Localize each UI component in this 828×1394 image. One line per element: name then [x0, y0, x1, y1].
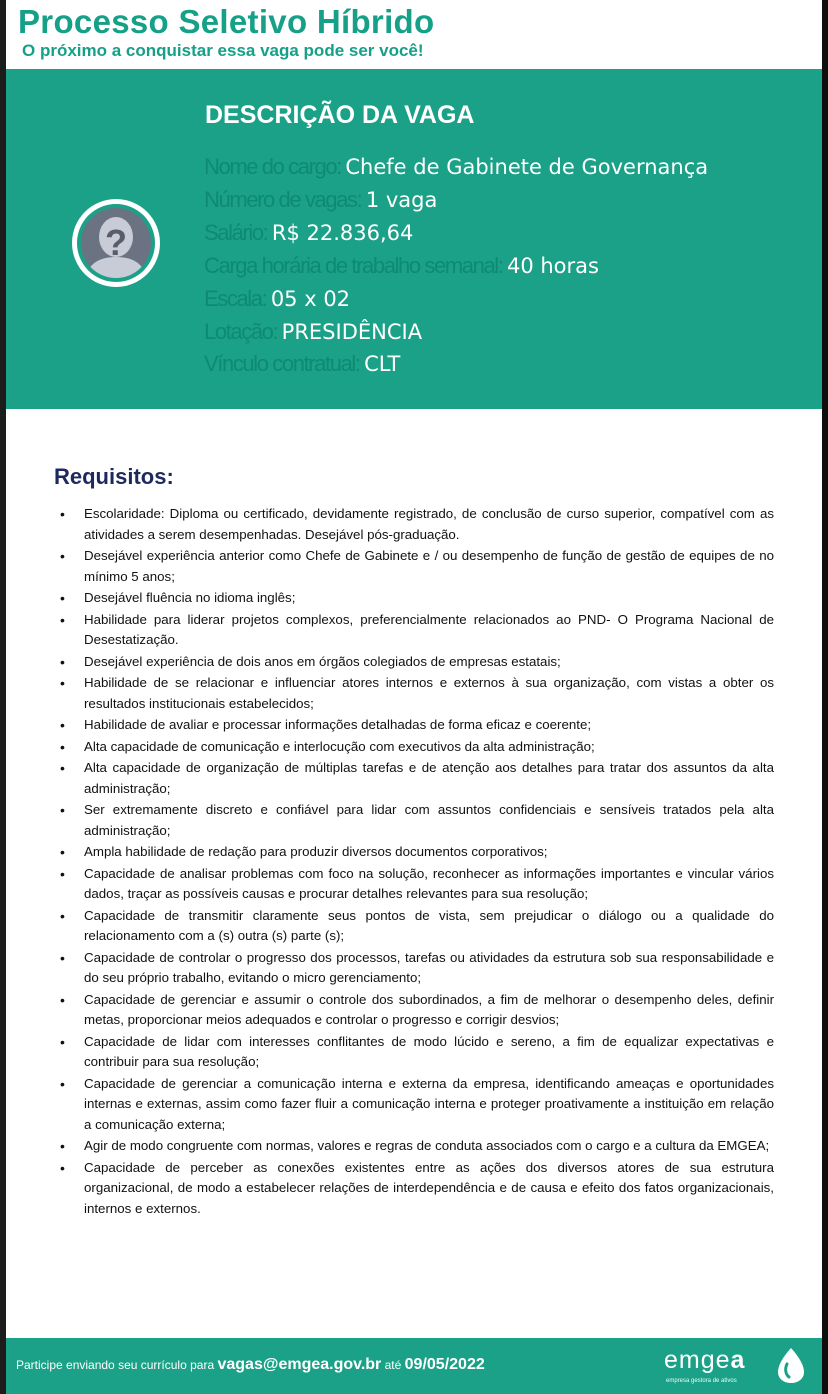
- list-item: • Capacidade de transmitir claramente seus pontos de vista, sem prejudicar o diálogo ou a qualidade do relacionamento com a (s) outra (s) parte (s);: [60, 906, 774, 947]
- requirements-list: [60, 504, 774, 1220]
- field-job-title: [204, 152, 708, 185]
- deadline-date: 09/05/2022: [404, 1356, 485, 1373]
- field-value: 1 vaga: [365, 188, 438, 212]
- field-value: 40 horas: [506, 254, 599, 278]
- list-item: • Desejável fluência no idioma inglês;: [60, 588, 774, 609]
- field-label: Carga horária de trabalho semanal:: [204, 253, 503, 278]
- job-posting-page: [6, 0, 822, 1394]
- list-item: • Desejável experiência anterior como Chefe de Gabinete e / ou desempenho de função de gestão de equipes de no mínimo 5 anos;: [60, 546, 774, 587]
- logo-wordmark: emgea: [664, 1346, 746, 1374]
- field-vacancies: [204, 185, 437, 218]
- list-item: • Capacidade de lidar com interesses conflitantes de modo lúcido e sereno, a fim de equalizar expectativas e contribuir para sua resolução;: [60, 1032, 774, 1073]
- job-description-band: [6, 69, 822, 409]
- field-value: CLT: [364, 352, 401, 376]
- field-schedule: [204, 284, 350, 317]
- list-item: • Capacidade de gerenciar e assumir o controle dos subordinados, a fim de melhorar o desempenho deles, definir metas, proporcionar meios adequados e controlar o progresso e corrigir desvios;: [60, 990, 774, 1031]
- field-label: Vínculo contratual:: [204, 351, 360, 376]
- footer-until: até: [384, 1358, 402, 1372]
- field-value: PRESIDÊNCIA: [281, 320, 423, 344]
- field-label: Lotação:: [204, 319, 278, 344]
- field-value: R$ 22.836,64: [271, 221, 414, 245]
- logo-tagline: empresa gestora de ativos: [666, 1378, 737, 1384]
- footer-cta: [16, 1356, 485, 1374]
- field-label: Nome do cargo:: [204, 154, 341, 179]
- page-title: Processo Seletivo Híbrido: [18, 3, 435, 40]
- list-item: • Alta capacidade de comunicação e interlocução com executivos da alta administração;: [60, 737, 774, 758]
- field-value: 05 x 02: [270, 287, 351, 311]
- question-person-icon: [70, 197, 162, 289]
- emgea-drop-logo-icon: [776, 1346, 806, 1384]
- field-label: Número de vagas:: [204, 187, 362, 212]
- job-description-heading: DESCRIÇÃO DA VAGA: [205, 101, 475, 129]
- list-item: • Agir de modo congruente com normas, valores e regras de conduta associados com o cargo e a cultura da EMGEA;: [60, 1136, 774, 1157]
- footer-prefix: Participe enviando seu currículo para: [16, 1358, 215, 1372]
- field-weekly-hours: [204, 251, 599, 284]
- list-item: • Alta capacidade de organização de múltiplas tarefas e de atenção aos detalhes para tratar dos assuntos da alta administração;: [60, 758, 774, 799]
- field-label: Escala:: [204, 286, 267, 311]
- list-item: • Ampla habilidade de redação para produzir diversos documentos corporativos;: [60, 842, 774, 863]
- svg-text:?: ?: [105, 222, 127, 263]
- list-item: • Capacidade de perceber as conexões existentes entre as ações dos diversos atores de sua estrutura organizacional, de modo a estabelecer relações de interdependência e de causa e efeito dos fatos organizacionais, internos e externos.: [60, 1158, 774, 1220]
- email-link[interactable]: vagas@emgea.gov.br: [217, 1356, 382, 1373]
- list-item: • Desejável experiência de dois anos em órgãos colegiados de empresas estatais;: [60, 652, 774, 673]
- screen-edge: [822, 0, 828, 1394]
- list-item: • Habilidade para liderar projetos complexos, preferencialmente relacionados ao PND- O Programa Nacional de Desestatização.: [60, 610, 774, 651]
- list-item: • Capacidade de gerenciar a comunicação interna e externa da empresa, identificando ameaças e oportunidades internas e externas, assim como fazer fluir a comunicação interna e proteger proativamente a instituição em relação a comunicação externa;: [60, 1074, 774, 1136]
- list-item: • Escolaridade: Diploma ou certificado, devidamente registrado, de conclusão de curso superior, compatível com as atividades a serem desempenhadas. Desejável pós-graduação.: [60, 504, 774, 545]
- list-item: • Habilidade de avaliar e processar informações detalhadas de forma eficaz e coerente;: [60, 715, 774, 736]
- list-item: • Capacidade de analisar problemas com foco na solução, reconhecer as informações importantes e vincular vários dados, traçar as possíveis causas e procurar detalhes relevantes para sua resolução;: [60, 864, 774, 905]
- list-item: • Habilidade de se relacionar e influenciar atores internos e externos à sua organização, com vistas a obter os resultados institucionais estabelecidos;: [60, 673, 774, 714]
- field-value: Chefe de Gabinete de Governança: [345, 155, 709, 179]
- list-item: • Capacidade de controlar o progresso dos processos, tarefas ou atividades da estrutura sob sua responsabilidade e do seu próprio trabalho, evitando o micro gerenciamento;: [60, 948, 774, 989]
- field-salary: [204, 218, 413, 251]
- footer-band: [6, 1338, 822, 1394]
- page-subtitle: O próximo a conquistar essa vaga pode ser você!: [22, 41, 424, 60]
- field-location: [204, 317, 422, 350]
- requirements-title: Requisitos:: [54, 464, 174, 489]
- field-label: Salário:: [204, 220, 268, 245]
- emgea-logo: [664, 1344, 814, 1388]
- list-item: • Ser extremamente discreto e confiável para lidar com assuntos confidenciais e sensíveis tratados pela alta administração;: [60, 800, 774, 841]
- field-contract: [204, 349, 400, 382]
